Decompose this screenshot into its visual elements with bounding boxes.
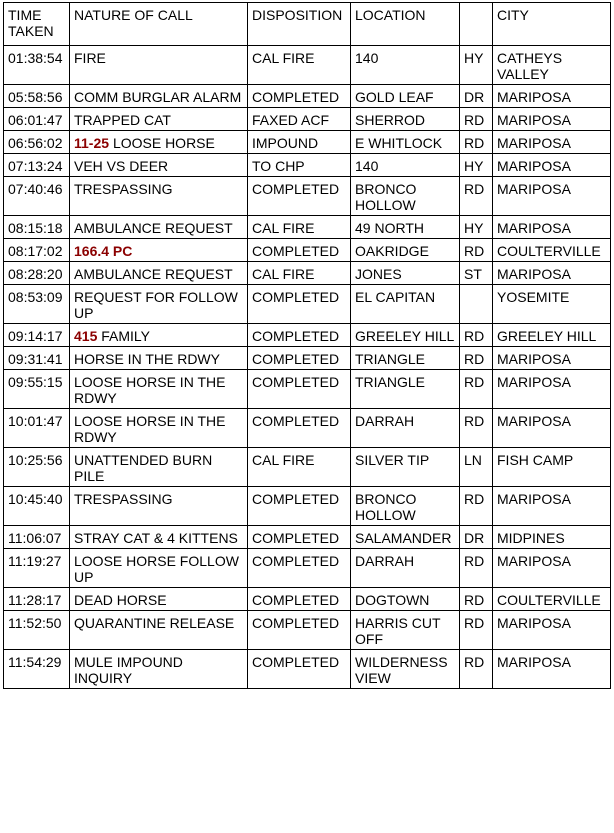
time-cell: 08:53:09 [4,285,70,324]
nature-cell [70,409,248,448]
table-row [4,611,611,650]
location-cell: DOGTOWN [351,588,460,611]
location-cell: TRIANGLE [351,370,460,409]
location-cell: HARRIS CUT OFF [351,611,460,650]
nature-text: LOOSE HORSE [112,135,215,151]
time-cell: 10:25:56 [4,448,70,487]
nature-cell [70,448,248,487]
nature-cell [70,588,248,611]
nature-text: MULE IMPOUND INQUIRY [74,654,183,686]
city-cell: MARIPOSA [493,262,611,285]
offense-code: 11-25 [74,135,110,151]
city-cell: MIDPINES [493,526,611,549]
table-row [4,370,611,409]
city-cell: CATHEYS VALLEY [493,46,611,85]
street-suffix-cell: ST [460,262,493,285]
nature-text: COMM BURGLAR ALARM [74,89,242,105]
time-cell: 05:58:56 [4,85,70,108]
street-suffix-cell: DR [460,85,493,108]
city-cell: MARIPOSA [493,650,611,689]
location-cell: 49 NORTH [351,216,460,239]
time-cell: 06:56:02 [4,131,70,154]
nature-cell [70,487,248,526]
nature-cell [70,177,248,216]
nature-cell [70,526,248,549]
table-row [4,154,611,177]
disposition-cell: FAXED ACF [248,108,351,131]
location-cell: EL CAPITAN [351,285,460,324]
location-cell: SILVER TIP [351,448,460,487]
city-cell: MARIPOSA [493,549,611,588]
disposition-cell: COMPLETED [248,650,351,689]
location-cell: BRONCO HOLLOW [351,487,460,526]
location-cell: GREELEY HILL [351,324,460,347]
location-cell: JONES [351,262,460,285]
header-disposition: DISPOSITION [248,3,351,46]
location-cell: TRIANGLE [351,347,460,370]
city-cell: MARIPOSA [493,409,611,448]
disposition-cell: COMPLETED [248,177,351,216]
location-cell: OAKRIDGE [351,239,460,262]
time-cell: 08:28:20 [4,262,70,285]
nature-cell [70,46,248,85]
disposition-cell: CAL FIRE [248,216,351,239]
nature-text: VEH VS DEER [74,158,169,174]
disposition-cell: COMPLETED [248,85,351,108]
table-row [4,448,611,487]
nature-cell [70,370,248,409]
disposition-cell: COMPLETED [248,588,351,611]
time-cell: 11:52:50 [4,611,70,650]
city-cell: MARIPOSA [493,85,611,108]
street-suffix-cell: RD [460,177,493,216]
time-cell: 08:15:18 [4,216,70,239]
nature-cell [70,131,248,154]
nature-cell [70,108,248,131]
table-row [4,650,611,689]
nature-text: QUARANTINE RELEASE [74,615,235,631]
street-suffix-cell: RD [460,549,493,588]
city-cell: MARIPOSA [493,370,611,409]
city-cell: FISH CAMP [493,448,611,487]
disposition-cell: COMPLETED [248,324,351,347]
time-cell: 10:01:47 [4,409,70,448]
street-suffix-cell: RD [460,239,493,262]
city-cell: MARIPOSA [493,216,611,239]
location-cell: SALAMANDER [351,526,460,549]
header-suffix [460,3,493,46]
table-row [4,285,611,324]
disposition-cell: COMPLETED [248,370,351,409]
time-cell: 06:01:47 [4,108,70,131]
disposition-cell: COMPLETED [248,409,351,448]
location-cell: 140 [351,154,460,177]
table-row [4,487,611,526]
nature-cell [70,549,248,588]
nature-cell [70,650,248,689]
street-suffix-cell: LN [460,448,493,487]
nature-text: FAMILY [101,328,151,344]
nature-text: FIRE [74,50,106,66]
street-suffix-cell: RD [460,108,493,131]
street-suffix-cell: RD [460,370,493,409]
call-log-table [3,2,611,689]
city-cell: MARIPOSA [493,108,611,131]
nature-text: LOOSE HORSE IN THE RDWY [74,413,226,445]
nature-text: TRAPPED CAT [74,112,171,128]
nature-cell [70,347,248,370]
nature-cell [70,611,248,650]
offense-code: 166.4 PC [74,243,133,259]
nature-text: REQUEST FOR FOLLOW UP [74,289,238,321]
table-row [4,46,611,85]
nature-text: STRAY CAT & 4 KITTENS [74,530,238,546]
table-row [4,177,611,216]
time-cell: 11:54:29 [4,650,70,689]
time-cell: 09:31:41 [4,347,70,370]
time-cell: 09:14:17 [4,324,70,347]
table-row [4,324,611,347]
nature-cell [70,285,248,324]
city-cell: COULTERVILLE [493,239,611,262]
table-row [4,216,611,239]
location-cell: GOLD LEAF [351,85,460,108]
location-cell: WILDERNESS VIEW [351,650,460,689]
city-cell: MARIPOSA [493,177,611,216]
city-cell: MARIPOSA [493,347,611,370]
street-suffix-cell [460,285,493,324]
city-cell: MARIPOSA [493,611,611,650]
disposition-cell: COMPLETED [248,549,351,588]
time-cell: 07:13:24 [4,154,70,177]
location-cell: SHERROD [351,108,460,131]
disposition-cell: COMPLETED [248,487,351,526]
street-suffix-cell: RD [460,347,493,370]
time-cell: 01:38:54 [4,46,70,85]
disposition-cell: COMPLETED [248,611,351,650]
city-cell: COULTERVILLE [493,588,611,611]
nature-cell [70,85,248,108]
table-row [4,409,611,448]
table-row [4,347,611,370]
nature-cell [70,262,248,285]
street-suffix-cell: HY [460,154,493,177]
disposition-cell: TO CHP [248,154,351,177]
street-suffix-cell: RD [460,650,493,689]
time-cell: 11:19:27 [4,549,70,588]
street-suffix-cell: RD [460,588,493,611]
disposition-cell: COMPLETED [248,526,351,549]
nature-text: DEAD HORSE [74,592,167,608]
nature-text: TRESPASSING [74,491,173,507]
disposition-cell: IMPOUND [248,131,351,154]
city-cell: MARIPOSA [493,487,611,526]
header-time: TIME TAKEN [4,3,70,46]
table-row [4,131,611,154]
nature-cell [70,154,248,177]
nature-text: UNATTENDED BURN PILE [74,452,213,484]
table-row [4,239,611,262]
table-row [4,549,611,588]
time-cell: 09:55:15 [4,370,70,409]
nature-cell [70,324,248,347]
disposition-cell: COMPLETED [248,347,351,370]
street-suffix-cell: HY [460,216,493,239]
nature-text: AMBULANCE REQUEST [74,220,233,236]
nature-text: AMBULANCE REQUEST [74,266,233,282]
disposition-cell: COMPLETED [248,239,351,262]
table-row [4,85,611,108]
time-cell: 07:40:46 [4,177,70,216]
offense-code: 415 [74,328,98,344]
time-cell: 08:17:02 [4,239,70,262]
disposition-cell: CAL FIRE [248,46,351,85]
table-row [4,108,611,131]
time-cell: 11:06:07 [4,526,70,549]
location-cell: 140 [351,46,460,85]
nature-text: LOOSE HORSE IN THE RDWY [74,374,226,406]
street-suffix-cell: DR [460,526,493,549]
disposition-cell: COMPLETED [248,285,351,324]
header-location: LOCATION [351,3,460,46]
street-suffix-cell: RD [460,487,493,526]
nature-cell [70,239,248,262]
table-row [4,526,611,549]
city-cell: MARIPOSA [493,154,611,177]
city-cell: YOSEMITE [493,285,611,324]
time-cell: 10:45:40 [4,487,70,526]
location-cell: DARRAH [351,549,460,588]
street-suffix-cell: RD [460,409,493,448]
header-nature: NATURE OF CALL [70,3,248,46]
time-cell: 11:28:17 [4,588,70,611]
nature-cell [70,216,248,239]
table-row [4,588,611,611]
header-row [4,3,611,46]
nature-text: TRESPASSING [74,181,173,197]
location-cell: E WHITLOCK [351,131,460,154]
disposition-cell: CAL FIRE [248,262,351,285]
street-suffix-cell: RD [460,131,493,154]
table-row [4,262,611,285]
header-city: CITY [493,3,611,46]
disposition-cell: CAL FIRE [248,448,351,487]
nature-text: HORSE IN THE RDWY [74,351,220,367]
nature-text: LOOSE HORSE FOLLOW UP [74,553,239,585]
street-suffix-cell: RD [460,324,493,347]
city-cell: GREELEY HILL [493,324,611,347]
street-suffix-cell: RD [460,611,493,650]
street-suffix-cell: HY [460,46,493,85]
location-cell: BRONCO HOLLOW [351,177,460,216]
city-cell: MARIPOSA [493,131,611,154]
location-cell: DARRAH [351,409,460,448]
